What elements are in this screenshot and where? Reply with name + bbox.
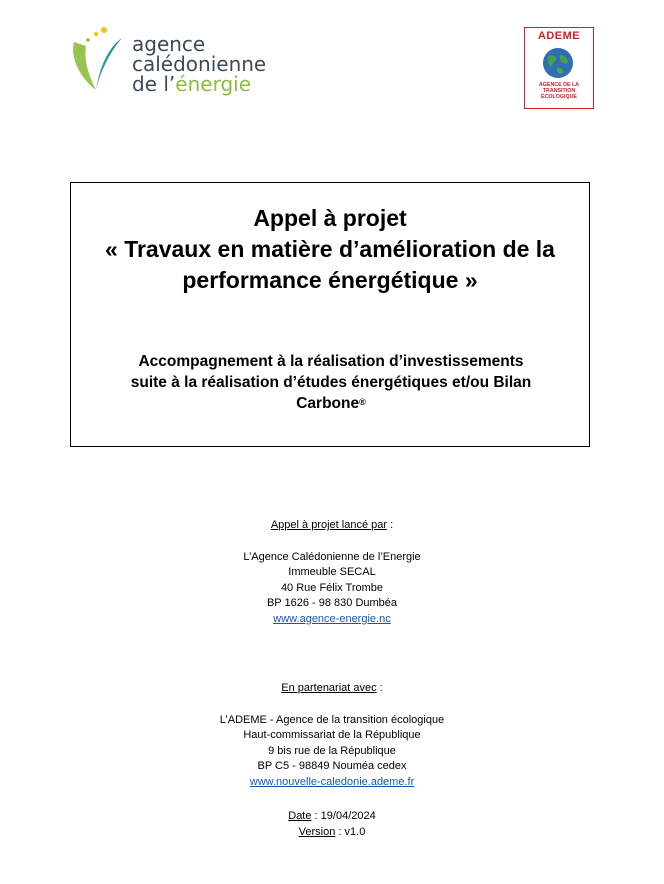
logo-word-agence: agence <box>132 32 206 56</box>
ademe-tagline <box>525 82 593 101</box>
ademe-brand: ADEME <box>537 30 581 42</box>
version-label: Version <box>298 825 336 838</box>
ademe-tag-line-3: ÉCOLOGIQUE <box>541 94 577 101</box>
partner-postal: BP C5 - 98849 Nouméa cedex <box>257 760 407 772</box>
launcher-street: 40 Rue Félix Trombe <box>280 581 384 594</box>
launcher-postal: BP 1626 - 98 830 Dumbéa <box>266 597 398 609</box>
launcher-name: L’Agence Calédonienne de l’Energie <box>243 550 421 563</box>
partnership-heading <box>0 681 664 697</box>
logo-word-caledonienne: calédonienne <box>132 52 267 76</box>
launched-by-section <box>0 518 664 627</box>
version-line <box>0 825 664 841</box>
partner-name: L’ADEME - Agence de la transition écologique <box>219 713 445 726</box>
partner-street: 9 bis rue de la République <box>268 744 396 757</box>
document-subtitle <box>91 351 571 414</box>
launched-by-label: Appel à projet lancé par <box>270 519 388 531</box>
launched-by-heading <box>0 518 664 534</box>
version-value: : v1.0 <box>335 825 366 838</box>
subtitle-line-2: suite à la réalisation d’études énergétiques et/ou Bilan <box>130 374 532 391</box>
logo-word-energie <box>132 74 266 94</box>
globe-icon <box>541 46 575 80</box>
partnership-colon: : <box>376 682 383 694</box>
partner-website-link[interactable]: www.nouvelle-caledonie.ademe.fr <box>249 775 415 788</box>
title-line-2: « Travaux en matière d’amélioration de la <box>105 236 555 262</box>
subtitle-line-1: Accompagnement à la réalisation d’investissements <box>138 353 524 370</box>
document-title <box>71 203 589 296</box>
logo-prefix: de l’ <box>132 72 176 96</box>
date-label: Date <box>288 810 312 822</box>
subtitle-carbone: Carbone <box>296 395 360 412</box>
launcher-website-link[interactable]: www.agence-energie.nc <box>273 612 391 625</box>
logo-accent: énergie <box>175 72 251 96</box>
title-box <box>70 182 590 447</box>
document-meta <box>0 809 664 840</box>
launched-by-colon: : <box>387 519 394 531</box>
ace-swoosh-logo-icon <box>66 24 124 96</box>
date-line <box>0 809 664 825</box>
subtitle-line-3 <box>91 393 571 414</box>
launcher-building: Immeuble SECAL <box>288 566 376 578</box>
ademe-tag-line-2: TRANSITION <box>542 88 576 95</box>
registered-mark: ® <box>359 397 366 407</box>
ademe-tag-line-1: AGENCE DE LA <box>538 82 580 88</box>
agence-caledonienne-logo <box>60 22 280 106</box>
title-line-1: Appel à projet <box>253 205 407 231</box>
title-line-3: performance énergétique » <box>182 267 478 293</box>
date-value: : 19/04/2024 <box>311 810 376 822</box>
partner-office: Haut-commissariat de la République <box>243 729 421 741</box>
partnership-label: En partenariat avec <box>281 682 377 694</box>
partnership-section <box>0 681 664 790</box>
ademe-logo <box>524 27 594 109</box>
